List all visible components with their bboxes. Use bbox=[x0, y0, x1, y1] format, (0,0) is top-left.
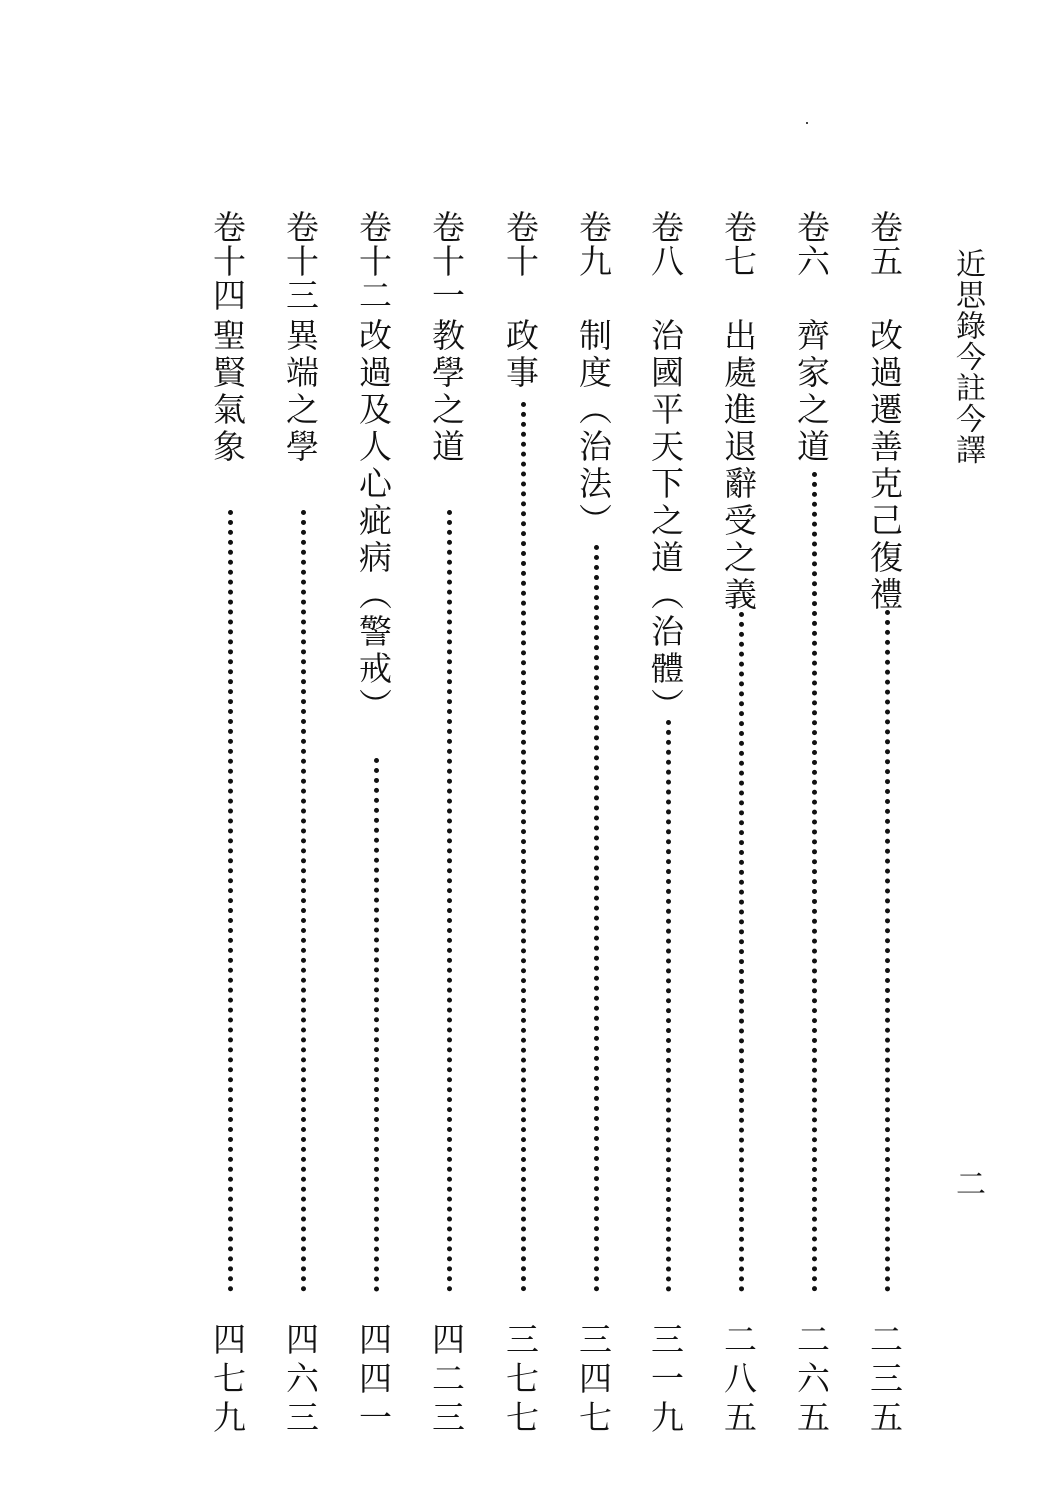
toc-juan-label: 卷九 bbox=[574, 210, 613, 278]
dot-leader bbox=[301, 510, 306, 1292]
toc-page-number: 二六五 bbox=[792, 1322, 831, 1439]
toc-juan-label: 卷六 bbox=[792, 210, 831, 278]
toc-entry-juan-12[interactable] bbox=[354, 210, 397, 1439]
toc-entry-juan-10[interactable] bbox=[501, 210, 544, 1439]
toc-juan-label: 卷十二 bbox=[354, 210, 393, 312]
toc-juan-label: 卷五 bbox=[865, 210, 904, 278]
toc-title: 齊家之道 bbox=[792, 318, 831, 466]
dot-leader bbox=[885, 610, 890, 1292]
running-head: 近思錄今註今譯 bbox=[950, 248, 985, 465]
print-speck bbox=[806, 122, 808, 124]
toc-page-number: 三七七 bbox=[501, 1322, 540, 1439]
toc-entry-juan-8[interactable] bbox=[646, 210, 689, 1439]
toc-page-number: 三一九 bbox=[646, 1322, 685, 1439]
dot-leader bbox=[228, 510, 233, 1292]
toc-page-number: 四七九 bbox=[208, 1322, 247, 1439]
toc-juan-label: 卷十一 bbox=[427, 210, 466, 312]
dot-leader bbox=[521, 402, 526, 1292]
toc-title: 治國平天下之道（治體） bbox=[646, 318, 685, 725]
dot-leader bbox=[374, 758, 379, 1292]
toc-juan-label: 卷十四 bbox=[208, 210, 247, 312]
toc-entry-juan-13[interactable] bbox=[281, 210, 324, 1439]
dot-leader bbox=[666, 720, 671, 1292]
toc-juan-label: 卷八 bbox=[646, 210, 685, 278]
page-number: 二 bbox=[950, 1168, 985, 1198]
toc-title: 改過遷善克己復禮 bbox=[865, 318, 904, 614]
toc-juan-label: 卷十三 bbox=[281, 210, 320, 312]
toc-title: 出處進退辭受之義 bbox=[719, 318, 758, 614]
toc-juan-label: 卷七 bbox=[719, 210, 758, 278]
toc-title: 聖賢氣象 bbox=[208, 318, 247, 466]
dot-leader bbox=[739, 612, 744, 1292]
toc-entry-juan-5[interactable] bbox=[865, 210, 908, 1439]
toc-page-number: 三四七 bbox=[574, 1322, 613, 1439]
toc-entry-juan-14[interactable] bbox=[208, 210, 251, 1439]
dot-leader bbox=[447, 510, 452, 1292]
toc-title: 教學之道 bbox=[427, 318, 466, 466]
toc-title: 政事 bbox=[501, 318, 540, 392]
toc-page-number: 四四一 bbox=[354, 1322, 393, 1439]
toc-entry-juan-6[interactable] bbox=[792, 210, 835, 1439]
toc-entry-juan-9[interactable] bbox=[574, 210, 617, 1439]
toc-title: 制度（治法） bbox=[574, 318, 613, 540]
toc-entry-juan-7[interactable] bbox=[719, 210, 762, 1439]
toc-title: 異端之學 bbox=[281, 318, 320, 466]
dot-leader bbox=[594, 545, 599, 1292]
dot-leader bbox=[812, 472, 817, 1292]
toc-title: 改過及人心疵病（警戒） bbox=[354, 318, 393, 725]
toc-entry-juan-11[interactable] bbox=[427, 210, 470, 1439]
toc-page-number: 二八五 bbox=[719, 1322, 758, 1439]
toc-page-number: 二三五 bbox=[865, 1322, 904, 1439]
toc-page-number: 四二三 bbox=[427, 1322, 466, 1439]
toc-page-number: 四六三 bbox=[281, 1322, 320, 1439]
toc-juan-label: 卷十 bbox=[501, 210, 540, 278]
